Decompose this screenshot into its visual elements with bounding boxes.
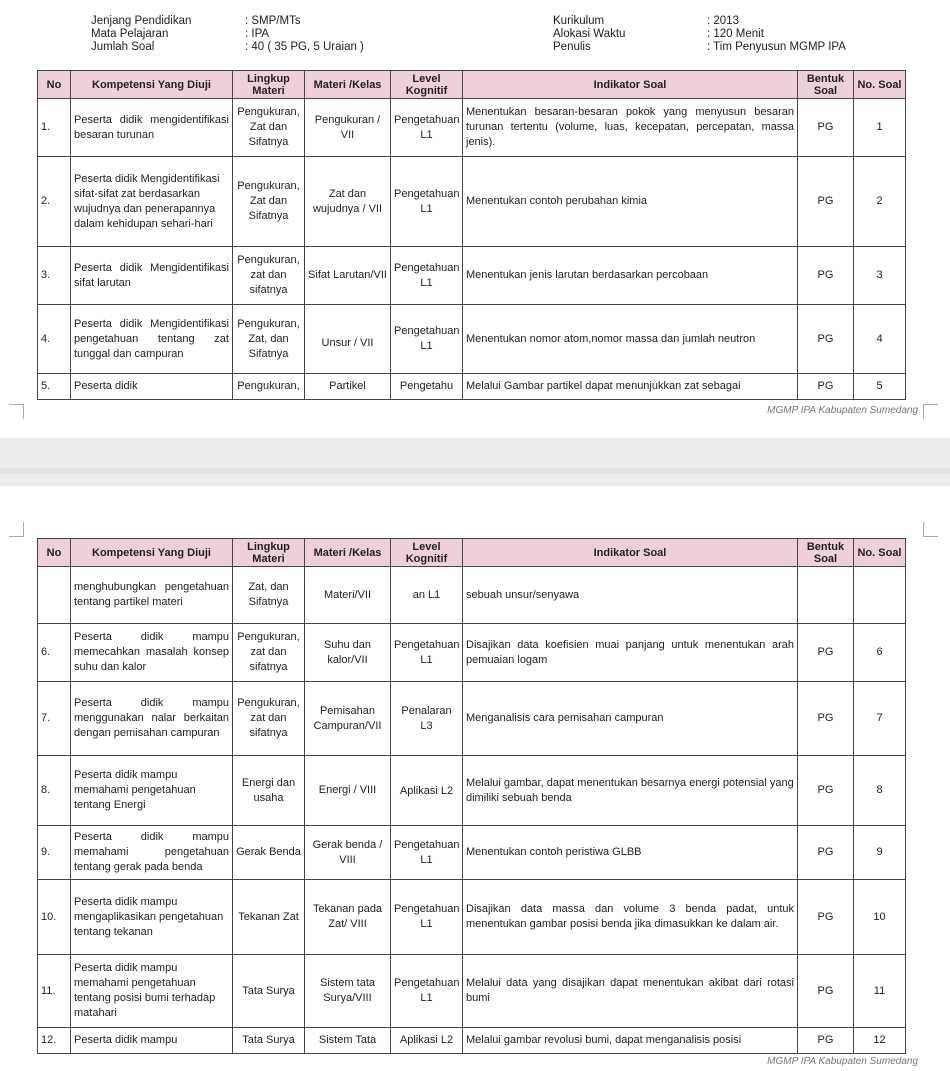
table-row	[38, 247, 906, 305]
cell-lingkup: Pengukuran, Zat dan Sifatnya	[233, 99, 305, 157]
table-row	[38, 682, 906, 756]
cell-no: 7.	[38, 682, 71, 756]
cell-kompetensi: Peserta didik mampu	[71, 1028, 233, 1054]
cell-no: 12.	[38, 1028, 71, 1054]
cell-lingkup: Pengukuran,	[233, 374, 305, 400]
cell-nosoal: 1	[854, 99, 906, 157]
cell-materi: Sistem tata Surya/VIII	[305, 955, 391, 1028]
cell-level: Aplikasi L2	[391, 1028, 463, 1054]
label-mapel: Mata Pelajaran	[91, 28, 169, 40]
cell-bentuk: PG	[798, 955, 854, 1028]
cell-bentuk: PG	[798, 756, 854, 826]
page-corner-mark	[923, 522, 938, 537]
cell-kompetensi: Peserta didik Mengidentifikasi sifat larutan	[71, 247, 233, 305]
cell-lingkup: Energi dan usaha	[233, 756, 305, 826]
table-row	[38, 756, 906, 826]
cell-bentuk: PG	[798, 624, 854, 682]
cell-materi: Pengukuran / VII	[305, 99, 391, 157]
label-jumlah: Jumlah Soal	[91, 41, 155, 53]
table-row	[38, 955, 906, 1028]
cell-level: Pengetahuan L1	[391, 157, 463, 247]
cell-nosoal: 5	[854, 374, 906, 400]
cell-no: 10.	[38, 880, 71, 955]
cell-nosoal: 10	[854, 880, 906, 955]
cell-nosoal: 4	[854, 305, 906, 374]
cell-no: 2.	[38, 157, 71, 247]
cell-materi: Suhu dan kalor/VII	[305, 624, 391, 682]
cell-indikator: Menentukan jenis larutan berdasarkan percobaan	[463, 247, 798, 305]
cell-materi: Sistem Tata	[305, 1028, 391, 1054]
header-left-labels	[91, 15, 191, 54]
value-alokasi: : 120 Menit	[707, 28, 764, 40]
cell-level: Pengetahuan L1	[391, 247, 463, 305]
cell-nosoal: 7	[854, 682, 906, 756]
value-kurikulum: : 2013	[707, 15, 739, 27]
cell-materi: Pemisahan Campuran/VII	[305, 682, 391, 756]
cell-indikator: Menentukan contoh perubahan kimia	[463, 157, 798, 247]
cell-lingkup: Pengukuran, Zat, dan Sifatnya	[233, 305, 305, 374]
label-jenjang: Jenjang Pendidikan	[91, 15, 192, 27]
cell-lingkup: Tata Surya	[233, 955, 305, 1028]
kisi-kisi-table-1	[37, 70, 906, 400]
cell-indikator: Melalui Gambar partikel dapat menunjukkan zat sebagai	[463, 374, 798, 400]
col-kompetensi: Kompetensi Yang Diuji	[71, 71, 233, 99]
cell-level: Pengetahuan L1	[391, 955, 463, 1028]
col-materi: Materi /Kelas	[305, 539, 391, 567]
cell-kompetensi: Peserta didik Mengidentifikasi pengetahuan tentang zat tunggal dan campuran	[71, 305, 233, 374]
cell-lingkup: Pengukuran, zat dan sifatnya	[233, 682, 305, 756]
cell-level: Pengetahu	[391, 374, 463, 400]
cell-kompetensi: Peserta didik mampu memahami pengetahuan tentang gerak pada benda	[71, 826, 233, 880]
header-right-labels	[553, 15, 625, 54]
col-indikator: Indikator Soal	[463, 539, 798, 567]
page-corner-mark	[9, 404, 24, 419]
cell-level: Pengetahuan L1	[391, 880, 463, 955]
cell-level: Aplikasi L2	[391, 756, 463, 826]
label-alokasi: Alokasi Waktu	[553, 28, 626, 40]
kisi-kisi-table-2	[37, 538, 906, 1054]
label-penulis: Penulis	[553, 41, 591, 53]
table-header-row	[38, 539, 906, 567]
cell-no: 9.	[38, 826, 71, 880]
cell-indikator: Melalui gambar, dapat menentukan besarnya energi potensial yang dimiliki sebuah benda	[463, 756, 798, 826]
value-jumlah: : 40 ( 35 PG, 5 Uraian )	[245, 41, 364, 53]
table-row	[38, 624, 906, 682]
cell-lingkup: Tekanan Zat	[233, 880, 305, 955]
cell-bentuk: PG	[798, 99, 854, 157]
value-jenjang: : SMP/MTs	[245, 15, 301, 27]
cell-bentuk	[798, 567, 854, 624]
cell-materi: Unsur / VII	[305, 305, 391, 374]
cell-lingkup: Gerak Benda	[233, 826, 305, 880]
table-row	[38, 305, 906, 374]
page-2	[0, 486, 950, 1071]
cell-lingkup: Pengukuran, Zat dan Sifatnya	[233, 157, 305, 247]
cell-materi: Gerak benda / VIII	[305, 826, 391, 880]
cell-bentuk: PG	[798, 1028, 854, 1054]
cell-kompetensi: Peserta didik mampu memecahkan masalah konsep suhu dan kalor	[71, 624, 233, 682]
cell-bentuk: PG	[798, 682, 854, 756]
cell-bentuk: PG	[798, 826, 854, 880]
col-indikator: Indikator Soal	[463, 71, 798, 99]
cell-kompetensi: Peserta didik mampu menggunakan nalar berkaitan dengan pemisahan campuran	[71, 682, 233, 756]
cell-lingkup: Pengukuran, zat dan sifatnya	[233, 624, 305, 682]
cell-nosoal: 2	[854, 157, 906, 247]
header-left-values	[245, 15, 364, 54]
col-level: Level Kognitif	[391, 71, 463, 99]
cell-indikator: Melalui gambar revolusi bumi, dapat menganalisis posisi	[463, 1028, 798, 1054]
cell-nosoal: 9	[854, 826, 906, 880]
cell-indikator: Menentukan nomor atom,nomor massa dan jumlah neutron	[463, 305, 798, 374]
col-nosoal: No. Soal	[854, 71, 906, 99]
cell-no: 6.	[38, 624, 71, 682]
cell-nosoal: 11	[854, 955, 906, 1028]
cell-indikator: Menentukan besaran-besaran pokok yang menyusun besaran turunan tertentu (volume, luas, kecepatan, percepatan, massa jenis).	[463, 99, 798, 157]
col-bentuk: Bentuk Soal	[798, 71, 854, 99]
value-mapel: : IPA	[245, 28, 270, 40]
cell-lingkup: Pengukuran, zat dan sifatnya	[233, 247, 305, 305]
col-bentuk: Bentuk Soal	[798, 539, 854, 567]
cell-level: an L1	[391, 567, 463, 624]
cell-indikator: Melalui data yang disajikan dapat menentukan akibat dari rotasi bumi	[463, 955, 798, 1028]
cell-lingkup: Zat, dan Sifatnya	[233, 567, 305, 624]
page-1	[0, 0, 950, 438]
cell-materi: Sifat Larutan/VII	[305, 247, 391, 305]
table-row	[38, 826, 906, 880]
page-corner-mark	[923, 404, 938, 419]
value-penulis: : Tim Penyusun MGMP IPA	[707, 41, 846, 53]
cell-bentuk: PG	[798, 247, 854, 305]
header-right-values	[707, 15, 846, 54]
col-lingkup: Lingkup Materi	[233, 71, 305, 99]
cell-nosoal: 6	[854, 624, 906, 682]
label-kurikulum: Kurikulum	[553, 15, 605, 27]
table-row	[38, 99, 906, 157]
cell-materi: Energi / VIII	[305, 756, 391, 826]
col-kompetensi: Kompetensi Yang Diuji	[71, 539, 233, 567]
cell-no: 11.	[38, 955, 71, 1028]
col-lingkup: Lingkup Materi	[233, 539, 305, 567]
cell-level: Pengetahuan L1	[391, 99, 463, 157]
cell-nosoal: 3	[854, 247, 906, 305]
page-corner-mark	[9, 522, 24, 537]
cell-kompetensi: Peserta didik Mengidentifikasi sifat-sifat zat berdasarkan wujudnya dan penerapannya dalam kehidupan sehari-hari	[71, 157, 233, 247]
cell-kompetensi: menghubungkan pengetahuan tentang partikel materi	[71, 567, 233, 624]
cell-kompetensi: Peserta didik	[71, 374, 233, 400]
col-nosoal: No. Soal	[854, 539, 906, 567]
cell-no: 3.	[38, 247, 71, 305]
cell-kompetensi: Peserta didik mengidentifikasi besaran turunan	[71, 99, 233, 157]
cell-lingkup: Tata Surya	[233, 1028, 305, 1054]
cell-indikator: Disajikan data massa dan volume 3 benda padat, untuk menentukan gambar posisi benda jika dimasukkan ke dalam air.	[463, 880, 798, 955]
cell-indikator: Disajikan data koefisien muai panjang untuk menentukan arah pemuaian logam	[463, 624, 798, 682]
cell-materi: Partikel	[305, 374, 391, 400]
cell-no: 8.	[38, 756, 71, 826]
cell-level: Pengetahuan L1	[391, 624, 463, 682]
cell-kompetensi: Peserta didik mampu memahami pengetahuan tentang Energi	[71, 756, 233, 826]
cell-bentuk: PG	[798, 157, 854, 247]
cell-no: 5.	[38, 374, 71, 400]
cell-nosoal: 8	[854, 756, 906, 826]
cell-indikator: Menentukan contoh peristiwa GLBB	[463, 826, 798, 880]
cell-kompetensi: Peserta didik mampu memahami pengetahuan tentang posisi bumi terhadap matahari	[71, 955, 233, 1028]
cell-materi: Zat dan wujudnya / VII	[305, 157, 391, 247]
cell-nosoal: 12	[854, 1028, 906, 1054]
cell-no: 1.	[38, 99, 71, 157]
cell-kompetensi: Peserta didik mampu mengaplikasikan pengetahuan tentang tekanan	[71, 880, 233, 955]
cell-bentuk: PG	[798, 305, 854, 374]
cell-indikator: Menganalisis cara pemisahan campuran	[463, 682, 798, 756]
cell-no	[38, 567, 71, 624]
cell-indikator: sebuah unsur/senyawa	[463, 567, 798, 624]
table-row	[38, 567, 906, 624]
col-no: No	[38, 539, 71, 567]
cell-nosoal	[854, 567, 906, 624]
cell-bentuk: PG	[798, 880, 854, 955]
col-level: Level Kognitif	[391, 539, 463, 567]
cell-level: Penalaran L3	[391, 682, 463, 756]
page-separator	[0, 468, 950, 474]
cell-materi: Tekanan pada Zat/ VIII	[305, 880, 391, 955]
col-no: No	[38, 71, 71, 99]
cell-no: 4.	[38, 305, 71, 374]
cell-level: Pengetahuan L1	[391, 826, 463, 880]
cell-materi: Materi/VII	[305, 567, 391, 624]
col-materi: Materi /Kelas	[305, 71, 391, 99]
table-row	[38, 880, 906, 955]
table-header-row	[38, 71, 906, 99]
cell-level: Pengetahuan L1	[391, 305, 463, 374]
footer-text: MGMP IPA Kabupaten Sumedang	[767, 405, 918, 416]
footer-text: MGMP IPA Kabupaten Sumedang	[767, 1056, 918, 1067]
table-row	[38, 374, 906, 400]
table-row	[38, 157, 906, 247]
cell-bentuk: PG	[798, 374, 854, 400]
table-row	[38, 1028, 906, 1054]
